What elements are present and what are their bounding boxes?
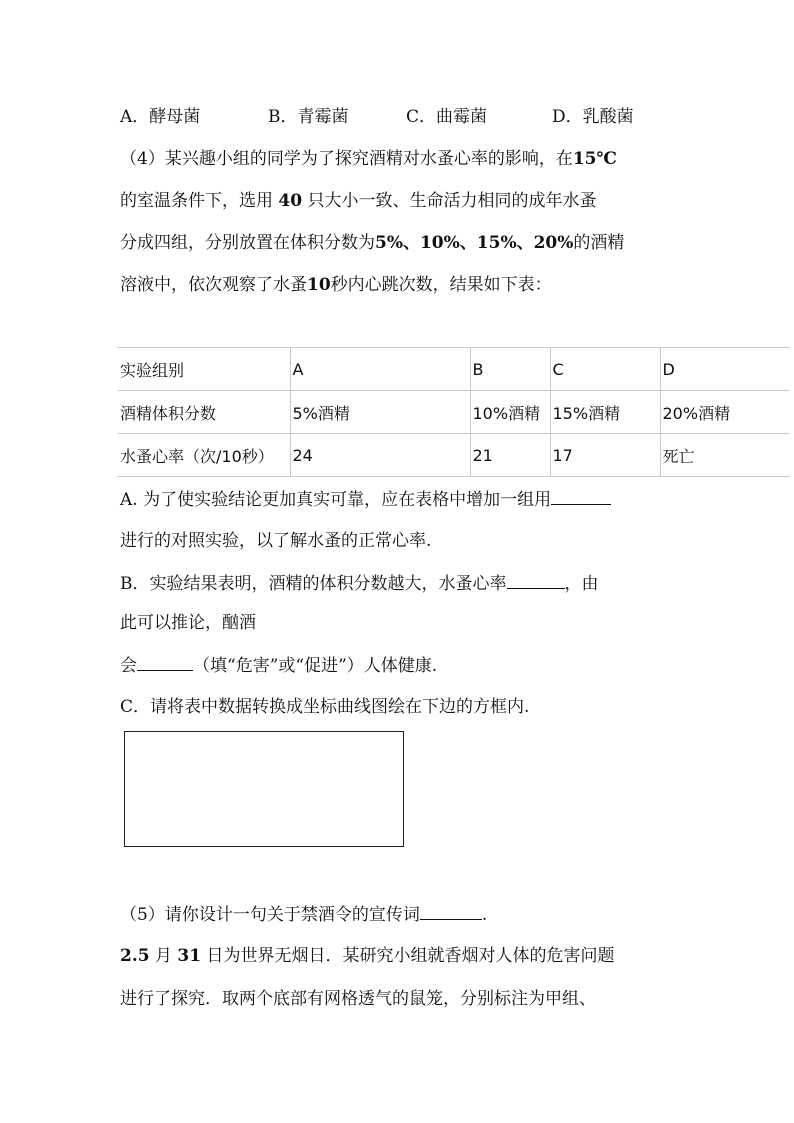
q4-text: （4）某兴趣小组的同学为了探究酒精对水蚤心率的影响，在 xyxy=(120,149,573,169)
table-cell: 实验组别 xyxy=(118,348,290,391)
part-c-line-1: C．请将表中数据转换成坐标曲线图绘在下边的方框内. xyxy=(120,697,530,717)
option-b: B．青霉菌 xyxy=(268,107,349,127)
part-b-line-3 xyxy=(120,654,437,677)
experiment-table xyxy=(118,347,790,477)
q2-number: 2.5 xyxy=(120,946,150,966)
answer-blank[interactable] xyxy=(137,654,193,671)
table-cell: 15%酒精 xyxy=(550,391,660,434)
table-cell: 10%酒精 xyxy=(470,391,550,434)
table-cell: 17 xyxy=(550,434,660,477)
q5-text: （5）请你设计一句关于禁酒令的宣传词 xyxy=(120,905,420,925)
table-cell: 酒精体积分数 xyxy=(118,391,290,434)
part-b-text: 会 xyxy=(120,656,137,676)
part-b-text: B．实验结果表明，酒精的体积分数越大，水蚤心率 xyxy=(120,574,507,594)
q4-line-4 xyxy=(120,274,552,296)
table-cell: 水蚤心率（次/10秒） xyxy=(118,434,290,477)
q4-line-3 xyxy=(120,232,624,254)
q4-text: 分成四组，分别放置在体积分数为 xyxy=(120,233,375,253)
option-a: A．酵母菌 xyxy=(120,107,201,127)
q4-text: 的室温条件下，选用 xyxy=(120,191,273,211)
q4-line-2 xyxy=(120,190,596,212)
part-a-line-1 xyxy=(120,488,611,511)
table-cell: D xyxy=(660,348,790,391)
q2-line-1 xyxy=(120,945,614,967)
answer-blank[interactable] xyxy=(420,903,482,920)
q2-line-2: 进行了探究．取两个底部有网格透气的鼠笼，分别标注为甲组、 xyxy=(120,989,596,1009)
q4-text: 只大小一致、生命活力相同的成年水蚤 xyxy=(307,191,597,211)
table-cell: 死亡 xyxy=(660,434,790,477)
answer-blank[interactable] xyxy=(507,572,565,589)
part-a-line-2: 进行的对照实验，以了解水蚤的正常心率. xyxy=(120,531,432,551)
table-cell: 20%酒精 xyxy=(660,391,790,434)
table-cell: B xyxy=(470,348,550,391)
table-cell: C xyxy=(550,348,660,391)
q4-text: 溶液中，依次观察了水蚤 xyxy=(120,275,307,295)
table-cell: 5%酒精 xyxy=(290,391,470,434)
table-cell: A xyxy=(290,348,470,391)
table-row xyxy=(118,348,790,391)
q2-text: 日为世界无烟日．某研究小组就香烟对人体的危害问题 xyxy=(206,946,615,966)
answer-options xyxy=(120,106,634,128)
answer-blank[interactable] xyxy=(551,488,611,505)
option-d: D．乳酸菌 xyxy=(552,107,634,127)
part-a-text: A. 为了使实验结论更加真实可靠，应在表格中增加一组用 xyxy=(120,490,552,510)
q5-text: . xyxy=(481,905,488,925)
option-c: C．曲霉菌 xyxy=(406,107,488,127)
part-b-line-1 xyxy=(120,572,599,595)
part-b-text: （填“危害”或“促进”）人体健康. xyxy=(193,656,438,676)
part-b-text: ，由 xyxy=(564,574,599,594)
q4-temperature: 15℃ xyxy=(572,149,617,169)
part-b-line-2: 此可以推论，酗酒 xyxy=(120,613,256,633)
q4-text: 秒内心跳次数，结果如下表： xyxy=(330,275,552,295)
table-row xyxy=(118,434,790,477)
table-cell: 21 xyxy=(470,434,550,477)
q4-count: 40 xyxy=(278,191,303,211)
q5-line xyxy=(120,903,487,926)
q2-date: 31 xyxy=(177,946,202,966)
q4-concentrations: 5%、10%、15%、20% xyxy=(375,233,574,253)
table-row xyxy=(118,391,790,434)
q4-seconds: 10 xyxy=(307,275,331,295)
table-cell: 24 xyxy=(290,434,470,477)
q2-text: 月 xyxy=(154,946,172,966)
q4-line-1 xyxy=(120,148,617,170)
graph-drawing-box[interactable] xyxy=(124,731,404,847)
q4-text: 的酒精 xyxy=(573,233,625,253)
